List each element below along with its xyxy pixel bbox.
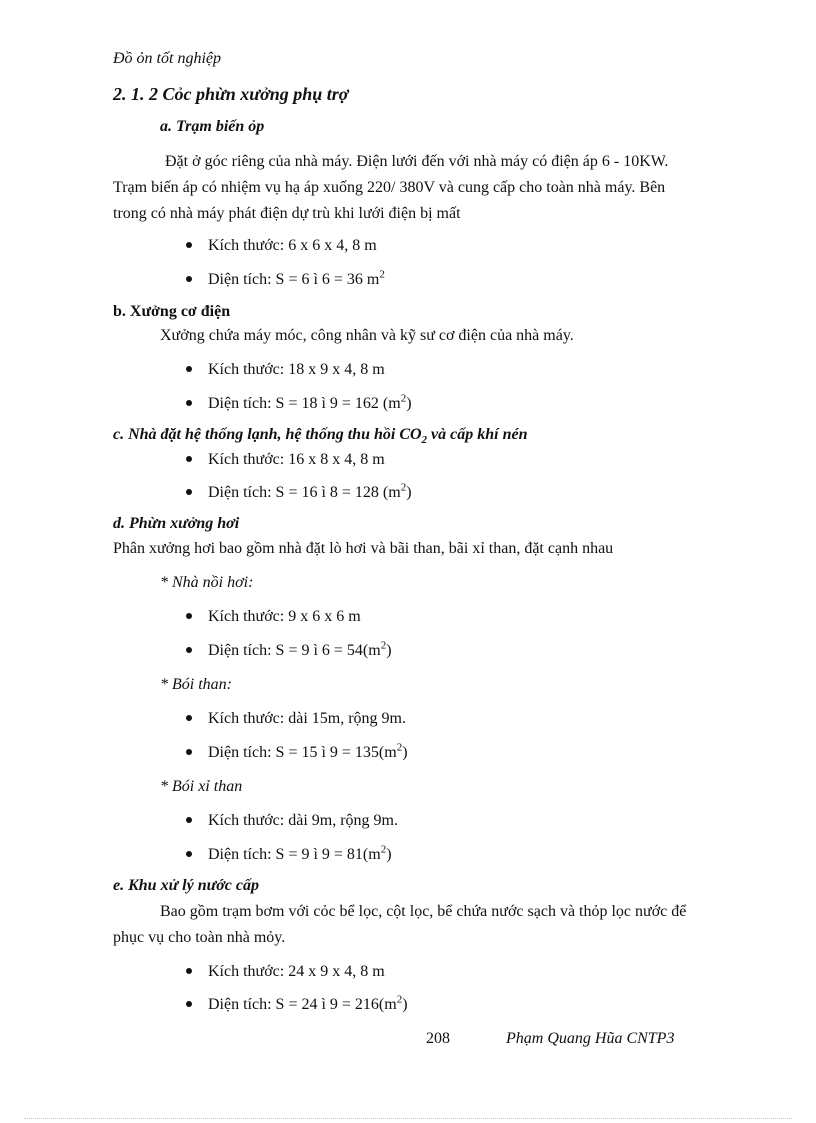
superscript: 2 [380,639,387,652]
bullet-item [186,608,361,626]
bullet-text: Kích thước: 6 x 6 x 4, 8 m [208,237,377,254]
bullet-dot-icon [186,400,192,406]
bullet-text-end: ) [406,395,412,412]
bullet-text: Kích thước: dài 9m, rộng 9m. [208,812,398,829]
bullet-dot-icon [186,242,192,248]
superscript: 2 [379,268,385,281]
bullet-text-end: ) [402,996,408,1013]
subsection-a-title: a. Trạm biến ỏp [160,118,265,135]
bullet-dot-icon [186,851,192,857]
paragraph-line: Đặt ở góc riêng của nhà máy. Điện lưới đến với nhà máy có điện áp 6 - 10KW. [165,153,669,170]
bullet-dot-icon [186,968,192,974]
bullet-dot-icon [186,817,192,823]
subsection-a-paragraph [113,149,741,227]
bullet-dot-icon [186,613,192,619]
bullet-item [186,451,385,469]
subsection-c-title [113,426,528,447]
subheading-slag-yard: * Bói xỉ than [160,778,243,795]
subsection-b-title: b. Xưởng cơ điện [113,303,231,320]
bullet-text: Kích thước: 9 x 6 x 6 m [208,608,361,625]
bullet-item [186,741,408,762]
subscript: 2 [421,434,428,447]
subsection-b-paragraph: Xưởng chứa máy móc, công nhân và kỹ sư cơ điện của nhà máy. [160,327,574,344]
bullet-item [186,268,385,289]
page-header: Đồ ỏn tốt nghiệp [113,50,221,67]
bullet-text-end: ) [406,484,412,501]
bullet-text: Kích thước: 24 x 9 x 4, 8 m [208,963,385,980]
section-title: 2. 1. 2 Cỏc phừn xưởng phụ trợ [113,84,349,104]
bullet-item [186,843,392,864]
bullet-text-end: ) [386,642,392,659]
bullet-text: Diện tích: S = 15 ì 9 = 135(m [208,744,397,761]
bullet-text: Diện tích: S = 24 ì 9 = 216(m [208,996,397,1013]
bullet-dot-icon [186,489,192,495]
bullet-text: Diện tích: S = 16 ì 8 = 128 (m [208,484,401,501]
page-bottom-divider [24,1118,792,1119]
superscript: 2 [380,843,387,856]
bullet-text-end: ) [386,846,392,863]
page-number: 208 [426,1030,450,1047]
bullet-item [186,392,412,413]
bullet-dot-icon [186,276,192,282]
superscript: 2 [400,392,407,405]
bullet-text: Diện tích: S = 9 ì 9 = 81(m [208,846,381,863]
bullet-text: Kích thước: dài 15m, rộng 9m. [208,710,406,727]
bullet-item [186,481,412,502]
paragraph-line: Trạm biến áp có nhiệm vụ hạ áp xuống 220/ 380V và cung cấp cho toàn nhà máy. Bên [113,179,666,196]
superscript: 2 [396,993,403,1006]
bullet-text: Kích thước: 18 x 9 x 4, 8 m [208,361,385,378]
paragraph-line: Bao gồm trạm bơm với cỏc bể lọc, cột lọc, bể chứa nước sạch và thỏp lọc nước để [160,903,687,920]
bullet-item [186,963,385,981]
bullet-item [186,710,406,728]
title-text: c. Nhà đặt hệ thống lạnh, hệ thống thu hồi CO [113,426,422,443]
title-text: và cấp khí nén [427,426,528,443]
subheading-coal-yard: * Bói than: [160,676,232,693]
bullet-item [186,812,398,830]
footer-author: Phạm Quang Hũa CNTP3 [506,1030,675,1047]
bullet-text: Kích thước: 16 x 8 x 4, 8 m [208,451,385,468]
subsection-e-title: e. Khu xử lý nước cấp [113,877,259,894]
bullet-dot-icon [186,647,192,653]
subheading-boiler-house: * Nhà nồi hơi: [160,574,254,591]
bullet-dot-icon [186,715,192,721]
subsection-d-title: d. Phừn xưởng hơi [113,515,240,532]
bullet-text: Diện tích: S = 6 ì 6 = 36 m [208,271,380,288]
bullet-dot-icon [186,366,192,372]
paragraph-line: trong có nhà máy phát điện dự trù khi lưới điện bị mất [113,205,461,222]
paragraph-line: phục vụ cho toàn nhà mỏy. [113,929,286,946]
bullet-item [186,361,385,379]
bullet-item [186,993,408,1014]
bullet-dot-icon [186,749,192,755]
bullet-text: Diện tích: S = 9 ì 6 = 54(m [208,642,381,659]
subsection-e-paragraph [113,899,741,951]
bullet-item [186,237,377,255]
superscript: 2 [396,741,403,754]
bullet-item [186,639,392,660]
bullet-dot-icon [186,1001,192,1007]
bullet-dot-icon [186,456,192,462]
superscript: 2 [400,481,407,494]
subsection-d-paragraph: Phân xưởng hơi bao gồm nhà đặt lò hơi và bãi than, bãi xỉ than, đặt cạnh nhau [113,540,614,557]
bullet-text: Diện tích: S = 18 ì 9 = 162 (m [208,395,401,412]
bullet-text-end: ) [402,744,408,761]
